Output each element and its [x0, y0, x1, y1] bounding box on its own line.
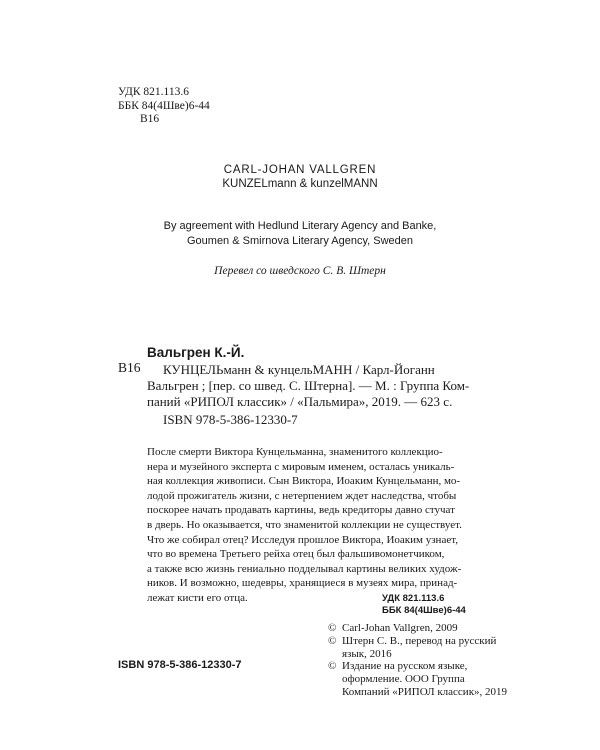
catalog-code: В16: [118, 360, 141, 375]
copyright-entry: [328, 622, 508, 635]
annotation-bbk: ББК 84(4Шве)6-44: [382, 604, 466, 616]
bbk-code: ББК 84(4Шве)6-44: [118, 99, 210, 112]
annotation-line: После смерти Виктора Кунцельманна, знаменитого коллекцио-: [147, 446, 443, 458]
catalog-line: КУНЦЕЛЬманн & кунцельМАНН / Карл-Йоганн: [163, 362, 435, 377]
copyright-entry: [328, 660, 508, 698]
copyright-entry: [328, 635, 508, 661]
annotation-line: поскорее начать продавать картины, ведь кредиторы давно стучат: [147, 504, 455, 517]
catalog-description: [147, 362, 492, 409]
original-title: KUNZELmann & kunzelMANN: [222, 178, 378, 190]
rights-line-2: Goumen & Smirnova Literary Agency, Sweden: [186, 234, 414, 247]
annotation-line: нера и музейного эксперта с мировым именем, осталась уникаль-: [147, 460, 455, 473]
annotation-line: в дверь. Но оказывается, что знаменитой коллекции не существует.: [147, 518, 462, 531]
catalog-author: Вальгрен К.-Й.: [147, 345, 245, 360]
copyright-symbol: ©: [328, 660, 337, 673]
classification-block: [118, 86, 210, 127]
copyright-symbol: ©: [328, 634, 337, 647]
author-mark: В16: [140, 113, 160, 125]
annotation-codes: [382, 593, 466, 616]
annotation-line: что во времена Третьего рейха отец был фальшивомонетчиком,: [147, 548, 445, 561]
catalog-line: паний «РИПОЛ классик» / «Пальмира», 2019. — 623 с.: [147, 393, 453, 409]
annotation-line: а также всю жизнь гениально подделывал картины великих худож-: [147, 562, 462, 575]
rights-statement: [0, 219, 600, 248]
annotation-line: лежат кисти его отца.: [147, 591, 248, 604]
annotation-line: Что же собирал отец? Исследуя прошлое Виктора, Иоаким узнает,: [147, 533, 458, 546]
udk-code: УДК 821.113.6: [118, 86, 189, 98]
annotation-udk: УДК 821.113.6: [382, 593, 445, 604]
original-author: CARL-JOHAN VALLGREN: [223, 164, 377, 176]
catalog-line: Вальгрен ; [пер. со швед. С. Штерна]. — М. : Группа Ком-: [147, 377, 470, 393]
copyright-text: Штерн С. В., перевод на русский язык, 2016: [342, 634, 497, 660]
rights-line-1: By agreement with Hedlund Literary Agency and Banke,: [163, 220, 437, 232]
copyright-block: [328, 622, 508, 699]
annotation-line: лодой прожигатель жизни, с нетерпением ждет наследства, чтобы: [147, 489, 457, 502]
annotation-line: ников. И возможно, шедевры, хранящиеся в музеях мира, принад-: [147, 577, 458, 590]
copyright-text: Carl-Johan Vallgren, 2009: [342, 622, 458, 634]
annotation-line: ная коллекция живописи. Сын Виктора, Иоаким Кунцельманн, мо-: [147, 475, 461, 488]
copyright-text: Издание на русском языке, оформление. ООО Группа Компаний «РИПОЛ классик», 2019: [342, 660, 508, 698]
annotation: [147, 445, 492, 606]
isbn-bottom: ISBN 978-5-386-12330-7: [118, 659, 242, 671]
original-title-block: [0, 163, 600, 192]
copyright-symbol: ©: [328, 622, 337, 634]
catalog-isbn: ISBN 978-5-386-12330-7: [163, 412, 298, 427]
translator-note: Перевел со шведского С. В. Штерн: [214, 265, 386, 277]
